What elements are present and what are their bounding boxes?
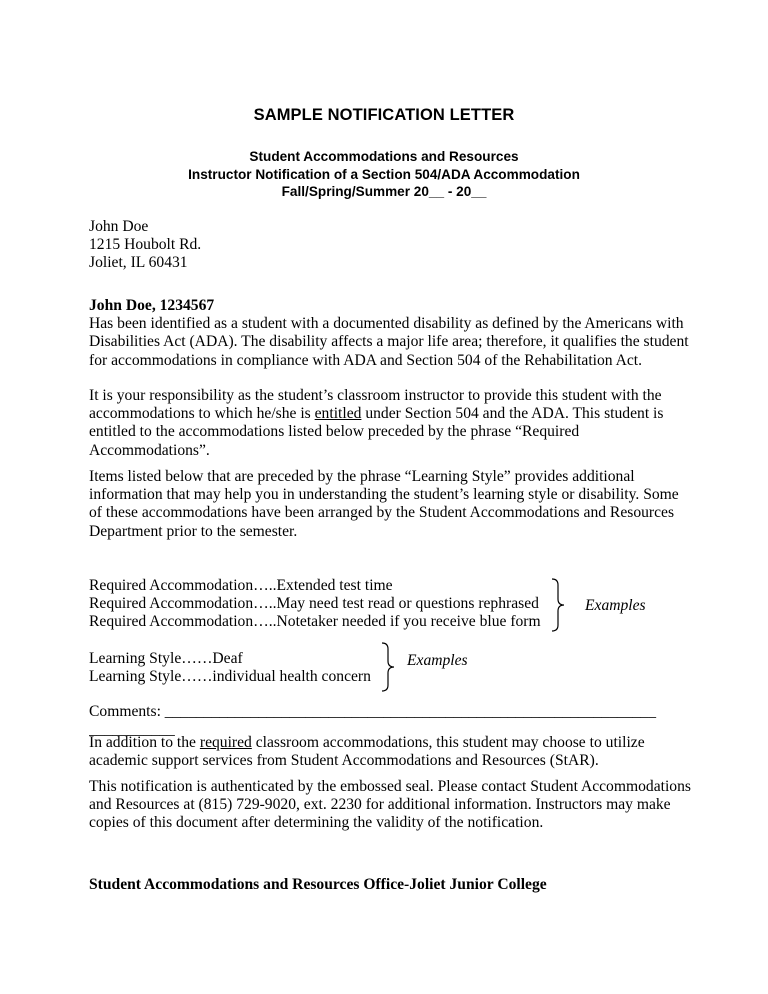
learning-examples-label: Examples: [407, 652, 468, 669]
para3-line-4: Department prior to the semester.: [89, 522, 298, 540]
required-accommodation-item: Required Accommodation…..Notetaker needed if you receive blue form: [89, 613, 541, 631]
para4-line-1-post: classroom accommodations, this student may choose to utilize: [251, 734, 645, 751]
required-underlined: required: [199, 734, 252, 751]
subheading-line-3: Fall/Spring/Summer 20__ - 20__: [281, 184, 487, 199]
letter-subheading: [0, 148, 768, 201]
support-services-paragraph: [89, 734, 699, 770]
para2-line-1: It is your responsibility as the student’s classroom instructor to provide this student with the: [89, 387, 662, 404]
address-street: 1215 Houbolt Rd.: [89, 236, 202, 254]
required-examples-label: Examples: [585, 597, 646, 614]
para3-line-3: of these accommodations have been arranged by the Student Accommodations and Resources: [89, 504, 675, 522]
para5-line-2: and Resources at (815) 729-9020, ext. 2230 for additional information. Instructors may make: [89, 796, 671, 814]
para4-line-1: [89, 734, 699, 752]
learning-style-item: Learning Style……Deaf: [89, 650, 243, 667]
para4-line-1-pre: In addition to the: [89, 734, 200, 751]
learning-style-item: Learning Style……individual health concern: [89, 668, 371, 686]
student-id-line: John Doe, 1234567: [89, 297, 215, 314]
para4-line-2: academic support services from Student Accommodations and Resources (StAR).: [89, 752, 599, 770]
entitled-underlined: entitled: [314, 405, 362, 423]
para3-line-1: Items listed below that are preceded by the phrase “Learning Style” provides additional: [89, 468, 635, 485]
student-identification: [89, 297, 699, 370]
letter-title: SAMPLE NOTIFICATION LETTER: [253, 106, 515, 124]
required-accommodation-item: Required Accommodation…..May need test read or questions rephrased: [89, 595, 539, 613]
subheading-line-1: Student Accommodations and Resources: [249, 149, 519, 164]
required-accommodation-item: Required Accommodation…..Extended test time: [89, 577, 393, 594]
para2-line-4: Accommodations”.: [89, 441, 210, 459]
address-name: John Doe: [89, 218, 149, 235]
subheading-line-2: Instructor Notification of a Section 504/ADA Accommodation: [188, 166, 580, 182]
right-brace-icon: [380, 642, 396, 692]
para1-line-3: for accommodations in compliance with ADA and Section 504 of the Rehabilitation Act.: [89, 351, 643, 369]
learning-style-paragraph: [89, 468, 699, 541]
recipient-address: [89, 218, 699, 273]
responsibility-paragraph: [89, 387, 699, 460]
para1-line-2: Disabilities Act (ADA). The disability affects a major life area; therefore, it qualifies the student: [89, 333, 689, 351]
para2-line-3: entitled to the accommodations listed below preceded by the phrase “Required: [89, 423, 580, 441]
para3-line-2: information that may help you in understanding the student’s learning style or disability. Some: [89, 486, 679, 504]
authentication-paragraph: [89, 778, 699, 833]
right-brace-icon: [550, 578, 566, 632]
para5-line-3: copies of this document after determining the validity of the notification.: [89, 814, 544, 832]
para2-line-2: [89, 405, 699, 423]
para2-line-2-pre: accommodations to which he/she is: [89, 405, 315, 423]
address-city: Joliet, IL 60431: [89, 254, 188, 272]
para5-line-1: This notification is authenticated by the embossed seal. Please contact Student Accommodations: [89, 778, 691, 795]
para2-line-2-post: under Section 504 and the ADA. This student is: [361, 405, 664, 423]
office-footer: Student Accommodations and Resources Office-Joliet Junior College: [89, 876, 547, 893]
para1-line-1: Has been identified as a student with a documented disability as defined by the Americans with: [89, 315, 684, 333]
comments-line: Comments: _______________________________________________________________ ___________: [89, 703, 657, 739]
